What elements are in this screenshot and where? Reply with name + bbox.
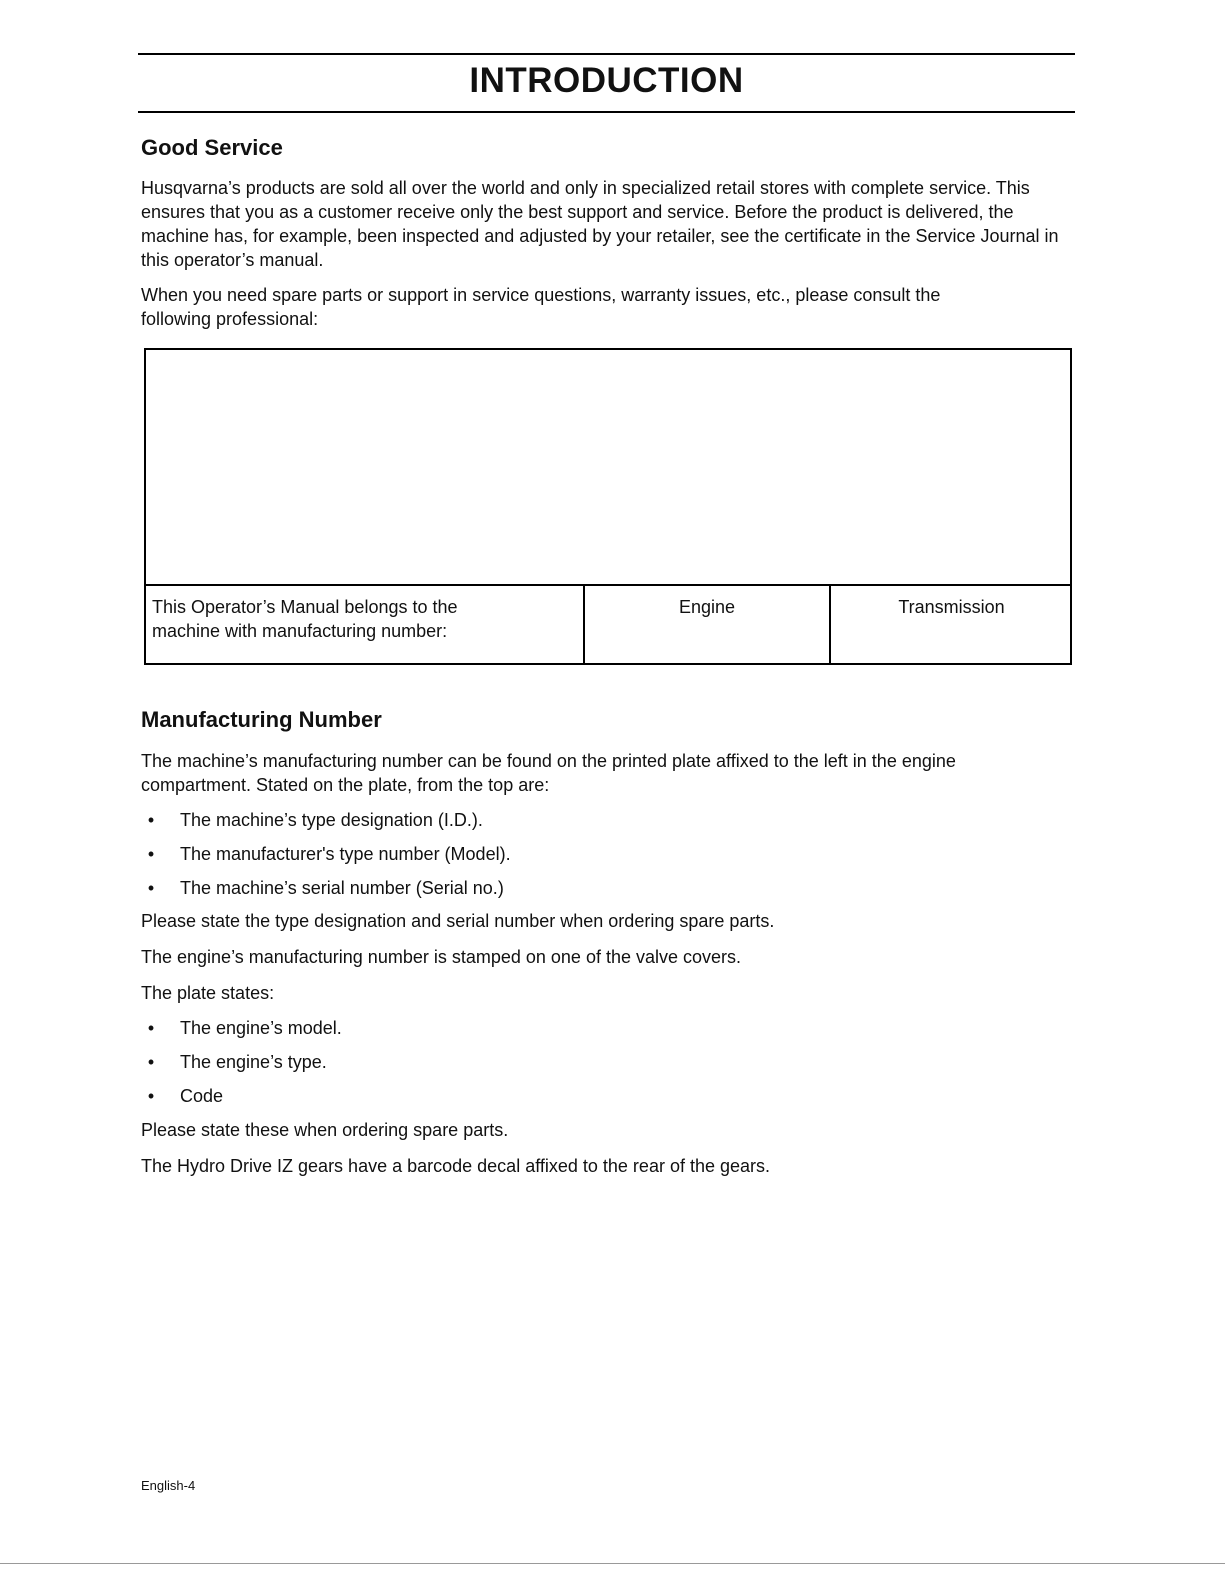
list-item-text: The manufacturer's type number (Model). <box>180 844 511 864</box>
manufacturing-paragraph-4: The plate states: <box>141 983 275 1003</box>
list-item-text: The machine’s type designation (I.D.). <box>180 810 483 830</box>
header-rule-top <box>138 53 1075 55</box>
page-number: English-4 <box>141 1478 196 1493</box>
good-service-heading: Good Service <box>141 135 283 160</box>
page-title: INTRODUCTION <box>469 61 744 100</box>
manufacturing-number-heading: Manufacturing Number <box>141 707 382 732</box>
manufacturing-paragraph-6: The Hydro Drive IZ gears have a barcode decal affixed to the rear of the gears. <box>141 1156 771 1176</box>
bullet-icon: • <box>147 844 155 864</box>
page-bottom-edge <box>0 1563 1225 1564</box>
dealer-info-box <box>144 348 1072 665</box>
bullet-icon: • <box>147 810 155 830</box>
manufacturing-paragraph-3: The engine’s manufacturing number is stamped on one of the valve covers. <box>141 947 742 967</box>
bullet-icon: • <box>147 1086 155 1106</box>
list-item-text: Code <box>180 1086 224 1106</box>
manual-belongs-label: This Operator’s Manual belongs to the machine with manufacturing number: <box>152 597 458 641</box>
manufacturing-paragraph-2: Please state the type designation and serial number when ordering spare parts. <box>141 911 775 931</box>
dealer-box-divider <box>146 584 1070 586</box>
good-service-paragraph-1: Husqvarna’s products are sold all over the world and only in specialized retail stores with complete service. This ensures that you as a customer receive only the best support and service. Before the product is delivered, the machine has, for example, been inspected and adjusted by your retailer, see the certificate in the Service Journal in this operator’s manual. <box>141 178 1059 270</box>
bullet-icon: • <box>147 1018 155 1038</box>
list-item-text: The machine’s serial number (Serial no.) <box>180 878 504 898</box>
list-item-text: The engine’s type. <box>180 1052 327 1072</box>
list-item-text: The engine’s model. <box>180 1018 342 1038</box>
manufacturing-paragraph-5: Please state these when ordering spare parts. <box>141 1120 509 1140</box>
good-service-paragraph-2: When you need spare parts or support in service questions, warranty issues, etc., please consult the following professional: <box>141 285 941 329</box>
transmission-label: Transmission <box>898 597 1005 617</box>
engine-label: Engine <box>678 597 736 617</box>
bullet-icon: • <box>147 1052 155 1072</box>
bullet-icon: • <box>147 878 155 898</box>
header-rule-bottom <box>138 111 1075 113</box>
manufacturing-paragraph-1: The machine’s manufacturing number can be found on the printed plate affixed to the left in the engine compartment. Stated on the plate, from the top are: <box>141 751 956 795</box>
